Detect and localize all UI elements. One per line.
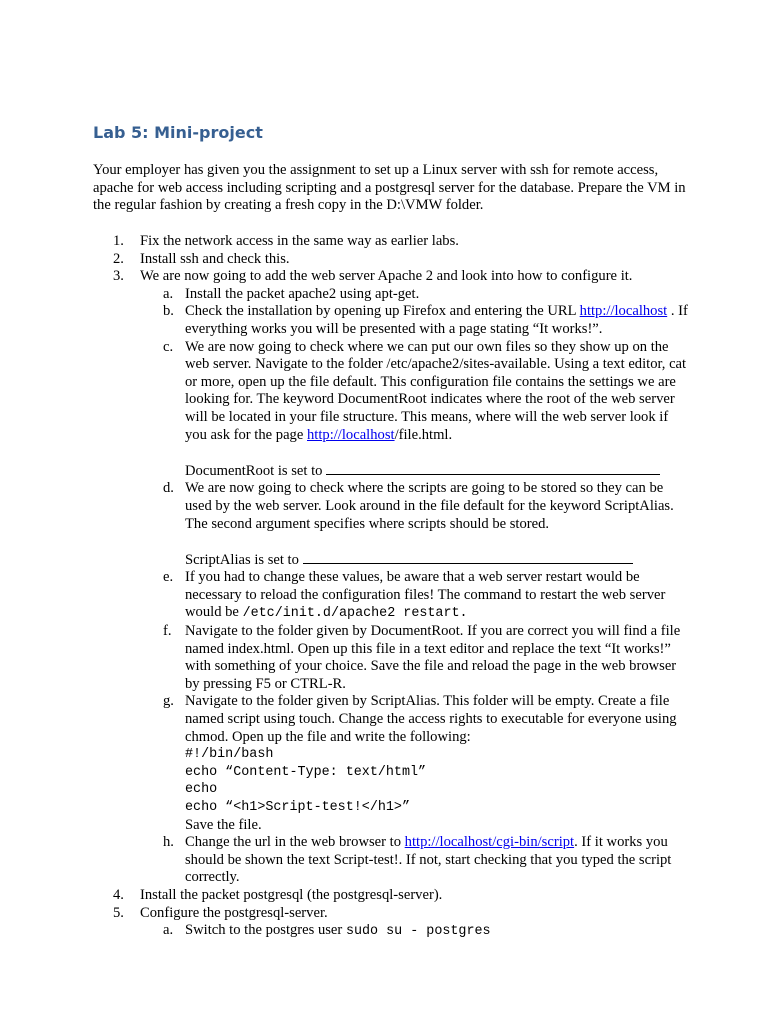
answer-line (326, 462, 660, 475)
step-list (93, 233, 693, 941)
scriptalias-blank (93, 551, 693, 570)
substep-letter: h. (163, 834, 174, 851)
substep-text: Change the url in the web browser to (185, 834, 402, 851)
step-text: Fix the network access in the same way as earlier labs. (140, 233, 459, 249)
localhost-link[interactable]: http://localhost (307, 426, 395, 443)
step-3 (93, 268, 693, 286)
step-5 (93, 905, 693, 923)
substep-text: If you had to change these values, be aware that a web server restart would be necessary to reload the configuration files! The command to restart the web server would be (185, 569, 666, 621)
code-line: echo “<h1>Script-test!</h1>” (185, 800, 410, 815)
step-text: Install the packet postgresql (the postgresql-server). (140, 886, 443, 903)
substep-3c (93, 339, 693, 445)
substep-5a (93, 922, 693, 941)
substep-text: We are now going to check where the scripts are going to be stored so they can be used by the web server. Look around in the file default for the keyword ScriptAlias. The second argument specifies where scripts should be stored. (185, 480, 674, 532)
substep-letter: e. (163, 569, 174, 586)
localhost-link[interactable]: http://localhost (579, 303, 668, 320)
intro-paragraph: Your employer has given you the assignment to set up a Linux server with ssh for remote access, apache for web access including scripting and a postgresql server for the database. Prepare the VM in the regular fashion by creating a fresh copy in the D:\VMW folder. (93, 162, 686, 214)
blank-label: DocumentRoot is set to (185, 462, 323, 479)
substep-text: Install the packet apache2 using apt-get. (185, 285, 420, 302)
cgi-script-link[interactable]: http://localhost/cgi-bin/script (404, 834, 575, 851)
substep-text: We are now going to check where we can put our own files so they show up on the web server. Navigate to the folder /etc/apache2/sites-available. Using a text editor, cat or more, open up the file default. This configuration file contains the settings we are looking for. The keyword DocumentRoot indicates where the root of the web server will be located in your file structure. This means, where will the web server look if you ask for the page (185, 338, 687, 443)
step-number: 5. (113, 904, 124, 921)
step-text: Install ssh and check this. (140, 250, 290, 267)
substep-letter: a. (163, 922, 174, 939)
step-text: We are now going to add the web server Apache 2 and look into how to configure it. (140, 268, 633, 285)
step-2 (93, 251, 693, 269)
step-4 (93, 887, 693, 905)
substep-letter: f. (163, 623, 172, 640)
substep-text: Switch to the postgres user (185, 922, 343, 939)
code-line: #!/bin/bash (185, 747, 274, 763)
step-text: Configure the postgresql-server. (140, 904, 328, 921)
substep-3b (93, 303, 693, 338)
substep-3e (93, 569, 693, 623)
substep-letter: g. (163, 693, 174, 710)
blank-label: ScriptAlias is set to (185, 551, 299, 568)
substep-text-cont: . If everything works you will be presented with a page stating “It works!”. (185, 303, 688, 337)
step-number: 4. (113, 886, 124, 903)
answer-line (303, 551, 633, 564)
step-number: 2. (113, 250, 124, 267)
substep-3g (93, 693, 693, 746)
step-1 (93, 233, 693, 251)
substep-text: Navigate to the folder given by DocumentRoot. If you are correct you will find a file named index.html. Open up this file in a text editor and replace the text “It works!” with something of your choice. Save the file and reload the page in the web browser by pressing F5 or CTRL-R. (185, 623, 681, 692)
substep-3d (93, 480, 693, 533)
documentroot-blank (93, 462, 693, 481)
postgres-command: sudo su - postgres (345, 924, 491, 940)
restart-command: /etc/init.d/apache2 restart. (242, 606, 468, 622)
page-title: Lab 5: Mini-project (93, 123, 263, 142)
spacer (93, 444, 693, 462)
substep-text: Check the installation by opening up Firefox and entering the URL (185, 303, 576, 320)
substep-text: Navigate to the folder given by ScriptAlias. This folder will be empty. Create a file named script using touch. Change the access rights to executable for everyone using chmod. Open up the file and write the following: (185, 693, 677, 745)
substep-letter: d. (163, 480, 174, 497)
substep-text-cont: . If it works you should be shown the text Script-test!. If not, start checking that you typed the script correctly. (185, 834, 672, 886)
substep-letter: a. (163, 285, 174, 302)
code-line: echo (185, 782, 218, 798)
save-note: Save the file. (185, 816, 262, 833)
substep-letter: c. (163, 338, 174, 355)
substep-text-cont: /file.html. (394, 426, 453, 443)
substep-3h (93, 834, 693, 887)
spacer (93, 533, 693, 551)
step-number: 3. (113, 268, 124, 285)
substep-3f (93, 623, 693, 693)
substep-3a (93, 286, 693, 304)
substep-letter: b. (163, 303, 174, 320)
code-line: echo “Content-Type: text/html” (185, 764, 427, 780)
step-number: 1. (113, 233, 124, 249)
